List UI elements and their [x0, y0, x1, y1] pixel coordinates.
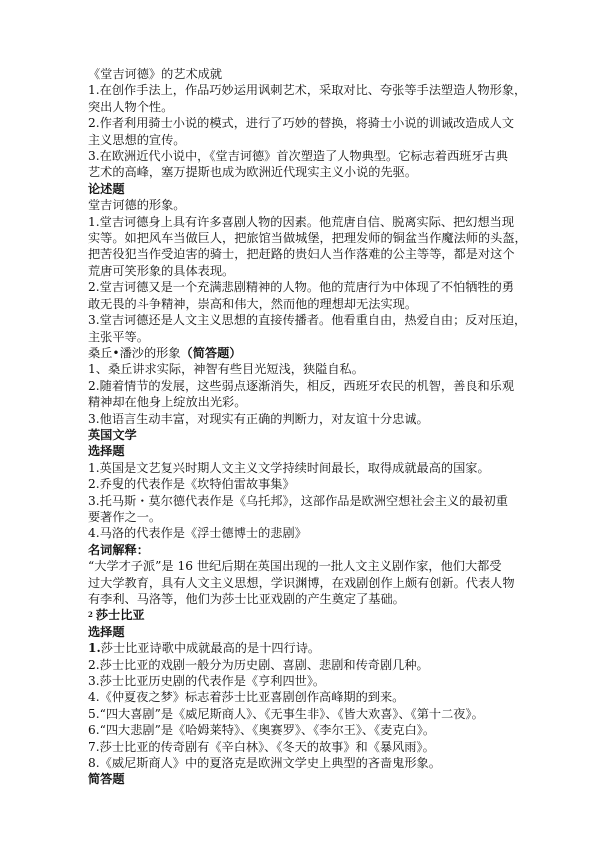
- text-line: 实等。如把风车当做巨人，把旅馆当做城堡，把理发师的铜盆当作魔法师的头盔，: [88, 231, 527, 246]
- text-line: 3.托马斯・莫尔德代表作是《乌托邦》，这部作品是欧洲空想社会主义的最初重: [88, 493, 508, 508]
- text-line: 1.堂吉诃德身上具有许多喜剧人物的因素。他荒唐自信、脱离实际、把幻想当现: [88, 214, 515, 229]
- heading-xuanze: 选择题: [88, 444, 125, 459]
- text-line: 要著作之一。: [88, 509, 162, 524]
- text-line: 3.在欧洲近代小说中，《堂吉诃德》首次塑造了人物典型。它标志着西班牙古典: [88, 149, 508, 164]
- text-line: 2.随着情节的发展，这些弱点逐渐消失，相反，西班牙农民的机智，善良和乐观: [88, 378, 515, 393]
- text-line: 4.马洛的代表作是《浮士德博士的悲剧》: [88, 526, 307, 541]
- heading-xuanze: 选择题: [88, 624, 125, 639]
- text-line: 有李利、马洛等，他们为莎士比亚戏剧的产生奠定了基础。: [88, 592, 405, 606]
- text-line: 荒唐可笑形象的具体表现。: [88, 263, 235, 278]
- text-line: 过大学教育，具有人文主义思想，学识渊博，在戏剧创作上颇有创新。代表人物: [88, 575, 515, 590]
- text-line: 敢无畏的斗争精神，崇高和伟大，然而他的理想却无法实现。: [88, 296, 418, 311]
- s2-body: [88, 214, 528, 345]
- text-line: 3.他语言生动丰富，对现实有正确的判断力，对友谊十分忠诚。: [88, 411, 429, 426]
- s1-body: [88, 82, 528, 180]
- text-line: 2.堂吉诃德又是一个充满悲剧精神的人物。他的荒唐行为中体现了不怕牺牲的勇: [88, 280, 515, 295]
- s5-body: [88, 558, 528, 607]
- text-line: 3.莎士比亚历史剧的代表作是《亨利四世》。: [88, 674, 326, 689]
- section-title: 《堂吉诃德》的艺术成就: [88, 67, 223, 81]
- text-line: 把苦役犯当作受迫害的骑士，把赶路的贵妇人当作落难的公主等等，都是对这个: [88, 247, 515, 262]
- s3-title: 桑丘•潘沙的形象: [88, 345, 181, 360]
- text-line: 1、桑丘讲求实际，神智有些目光短浅，狭隘自私。: [88, 362, 364, 377]
- s4-body: [88, 460, 528, 542]
- text-line: 5.“四大喜剧”是《威尼斯商人》、《无事生非》、《皆大欢喜》、《第十二夜》。: [88, 706, 484, 721]
- text-line: 8.《威尼斯商人》中的夏洛克是欧洲文学史上典型的吝啬鬼形象。: [88, 756, 441, 771]
- section-title: 堂吉诃德的形象。: [88, 198, 186, 213]
- section-title: [88, 345, 528, 361]
- text-line: 精神却在他身上绽放出光彩。: [88, 395, 247, 410]
- s6-body: [88, 640, 528, 771]
- text-line: “大学才子派”是 16 世纪后期在英国出现的一批人文主义剧作家，他们大都受: [88, 559, 502, 574]
- text-line: 突出人物个性。: [88, 99, 174, 114]
- text-line: 2.莎士比亚的戏剧一般分为历史剧、喜剧、悲剧和传奇剧几种。: [88, 657, 429, 672]
- heading-mingci: 名词解释：: [88, 542, 149, 557]
- heading-text: 莎士比亚: [95, 608, 145, 623]
- text-line: 主张平等。: [88, 329, 149, 344]
- heading-lunshu: 论述题: [88, 181, 125, 196]
- text-line: 1.在创作手法上，作品巧妙运用讽刺艺术，采取对比、夸张等手法塑造人物形象，: [88, 83, 527, 98]
- text-line: 7.莎士比亚的传奇剧有《辛白林》、《冬天的故事》和《暴风雨》。: [88, 739, 435, 754]
- s3-body: [88, 361, 528, 427]
- text-line: 4.《仲夏夜之梦》标志着莎士比亚喜剧创作高峰期的到来。: [88, 690, 405, 705]
- document-page: [88, 66, 528, 788]
- text-line: 2.乔叟的代表作是《坎特伯雷故事集》: [88, 477, 295, 492]
- item-text: 莎士比亚诗歌中成就最高的是十四行诗。: [100, 641, 321, 656]
- item-number: 1.: [88, 641, 101, 656]
- text-line: 艺术的高峰，塞万提斯也成为欧洲近代现实主义小说的先驱。: [88, 165, 418, 180]
- heading-yingguo: 英国文学: [88, 427, 137, 442]
- text-line: 3.堂吉诃德还是人文主义思想的直接传播者。他看重自由，热爱自由；反对压迫，: [88, 313, 527, 328]
- text-line: 1.英国是文艺复兴时期人文主义文学持续时间最长，取得成就最高的国家。: [88, 460, 490, 475]
- heading-shashibiya: [88, 607, 528, 623]
- heading-jianda: 简答题: [88, 772, 125, 787]
- text-line: 2.作者利用骑士小说的模式，进行了巧妙的替换，将骑士小说的训诫改造成人文: [88, 116, 515, 131]
- text-line: 主义思想的宣传。: [88, 132, 186, 147]
- s3-tag: （简答题）: [180, 345, 242, 360]
- text-line: [88, 640, 528, 656]
- text-line: 6.“四大悲剧”是《哈姆莱特》、《奥赛罗》、《李尔王》、《麦克白》。: [88, 723, 436, 738]
- superscript-mark: 2: [88, 610, 93, 620]
